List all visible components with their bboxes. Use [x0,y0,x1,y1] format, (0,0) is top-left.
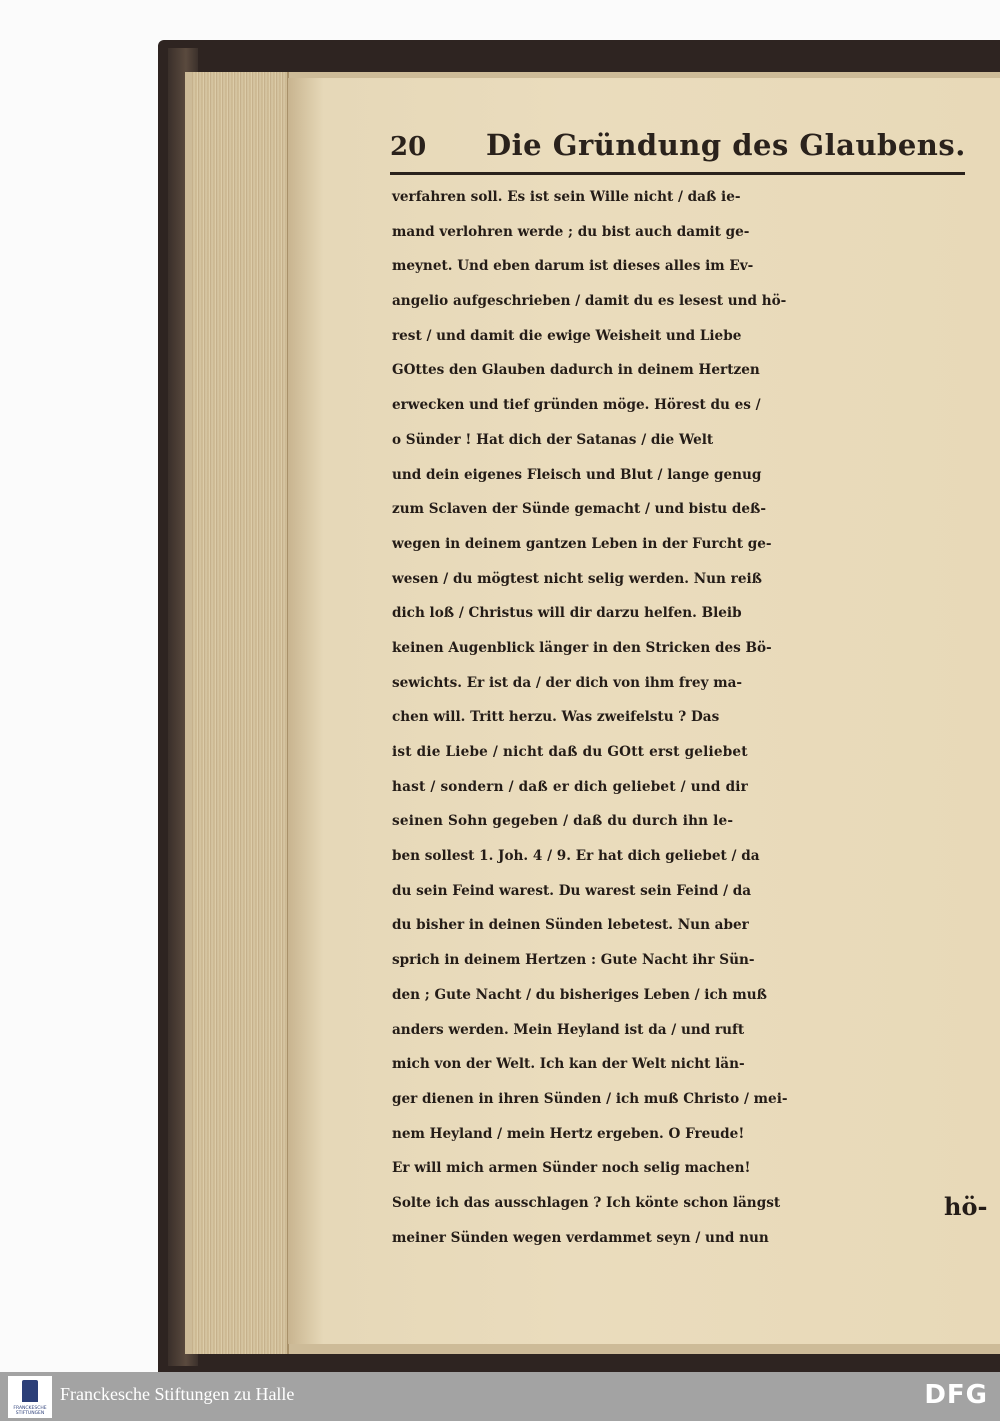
page-header [390,126,980,172]
running-title: Die Gründung des Glaubens. [486,128,966,162]
text-line: ist die Liebe / nicht daß du GOtt erst geliebet [392,744,748,760]
text-line: o Sünder ! Hat dich der Satanas / die Welt [392,431,714,448]
text-line: du bisher in deinen Sünden lebetest. Nun aber [392,917,749,934]
text-line: mich von der Welt. Ich kan der Welt nicht län- [392,1056,745,1073]
text-line: GOttes den Glauben dadurch in deinem Hertzen [392,362,760,379]
catchword: hö- [944,1192,988,1221]
text-line: meiner Sünden wegen verdammet seyn / und nun [392,1229,769,1246]
text-line: angelio aufgeschrieben / damit du es lesest und hö- [392,293,787,310]
header-rule [390,172,965,175]
text-line: dich loß / Christus will dir darzu helfen. Bleib [392,605,742,622]
text-line: nem Heyland / mein Hertz ergeben. O Freude! [392,1125,745,1142]
body-text [392,180,982,1255]
logo-text: FRANCKESCHE STIFTUNGEN [13,1406,47,1416]
text-line: wegen in deinem gantzen Leben in der Furcht ge- [392,535,772,552]
text-line: anders werden. Mein Heyland ist da / und ruft [392,1021,745,1038]
text-line: rest / und damit die ewige Weisheit und Liebe [392,327,742,344]
text-line: sewichts. Er ist da / der dich von ihm frey ma- [392,674,743,691]
text-line: und dein eigenes Fleisch und Blut / lange genug [392,466,762,483]
page-edges [192,72,289,1354]
text-line: meynet. Und eben darum ist dieses alles im Ev- [392,258,754,275]
text-line: keinen Augenblick länger in den Stricken des Bö- [392,639,772,656]
text-line: zum Sclaven der Sünde gemacht / und bistu deß- [392,501,767,518]
text-line: den ; Gute Nacht / du bisheriges Leben / ich muß [392,986,767,1003]
dfg-logo[interactable]: DFG [924,1380,988,1410]
institution-logo[interactable] [8,1376,52,1418]
text-line: Solte ich das ausschlagen ? Ich könte schon längst [392,1194,781,1211]
text-line: hast / sondern / daß er dich geliebet / und dir [392,778,748,795]
text-line: wesen / du mögtest nicht selig werden. Nun reiß [392,570,762,587]
footer-bar [0,1372,1000,1421]
text-line: ben sollest 1. Joh. 4 / 9. Er hat dich geliebet / da [392,848,760,865]
text-line: ger dienen in ihren Sünden / ich muß Christo / mei- [392,1090,788,1107]
text-line: seinen Sohn gegeben / daß du durch ihn le- [392,813,734,830]
building-icon [22,1380,38,1402]
text-line: erwecken und tief gründen möge. Hörest du es / [392,397,761,414]
institution-name[interactable]: Franckesche Stiftungen zu Halle [60,1384,295,1404]
text-line: Er will mich armen Sünder noch selig machen! [392,1160,751,1177]
text-line: chen will. Tritt herzu. Was zweifelstu ? Das [392,709,720,726]
text-line: mand verlohren werde ; du bist auch damit ge- [392,223,750,240]
text-line: sprich in deinem Hertzen : Gute Nacht ihr Sün- [392,952,755,969]
text-line: verfahren soll. Es ist sein Wille nicht / daß ie- [392,189,741,205]
page-number: 20 [390,132,427,162]
text-line: du sein Feind warest. Du warest sein Feind / da [392,882,752,899]
